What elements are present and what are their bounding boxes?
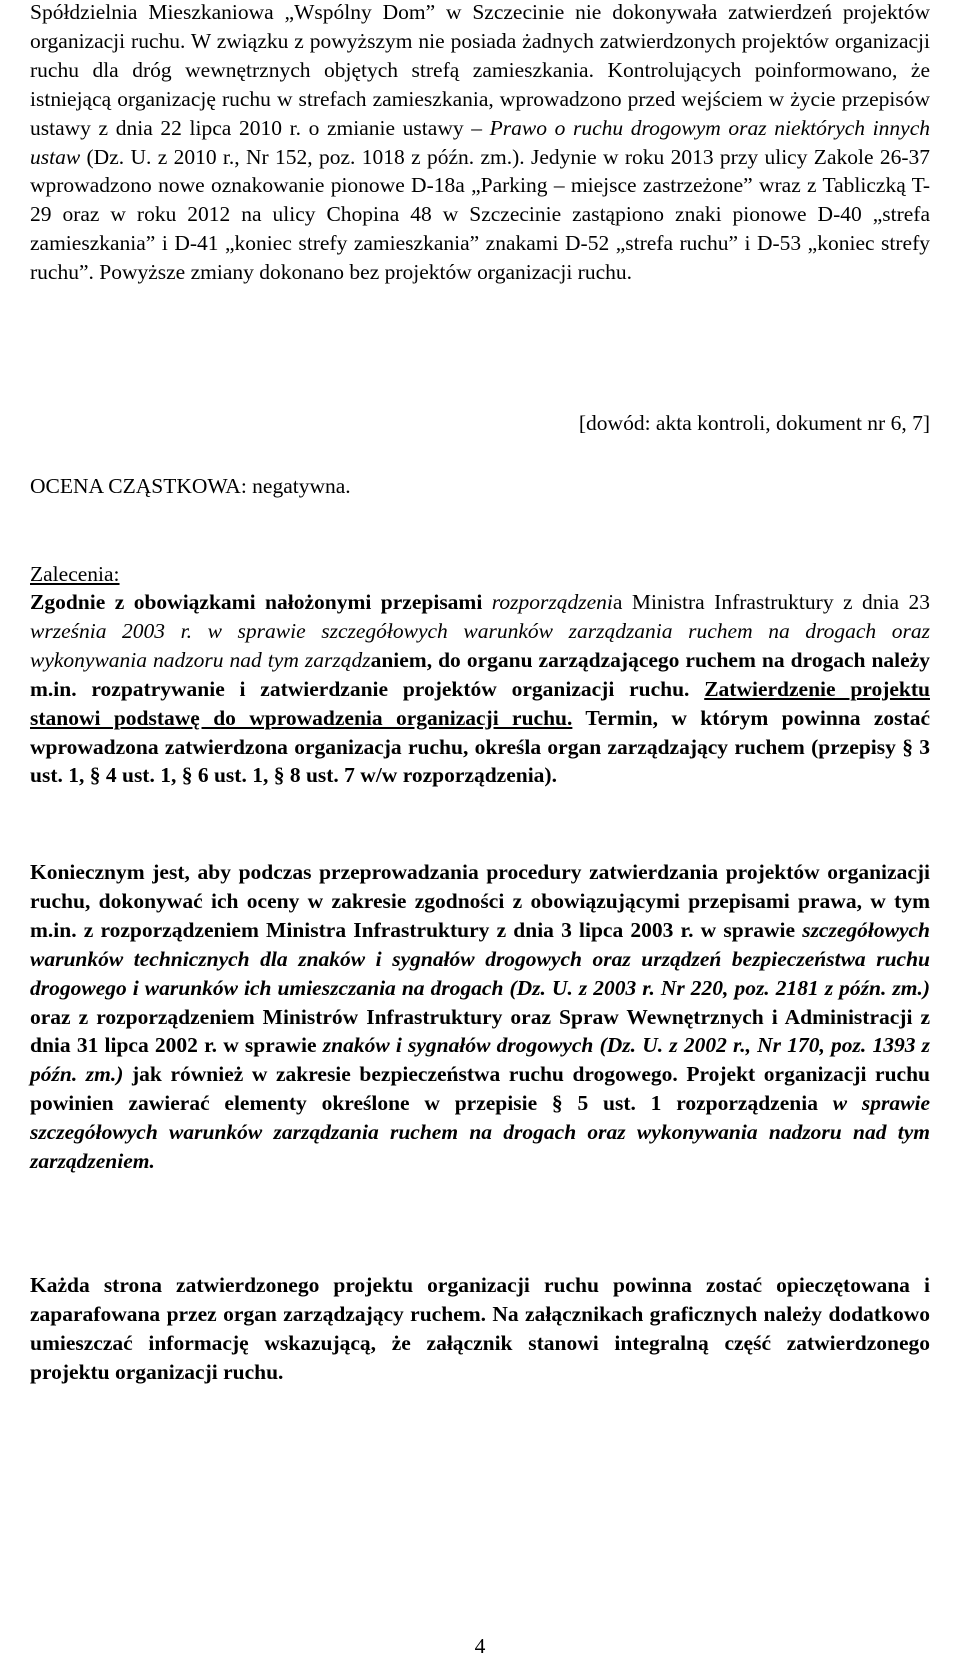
evidence-reference: [dowód: akta kontroli, dokument nr 6, 7]: [578, 411, 930, 435]
page-number: 4: [474, 1634, 486, 1658]
rec1-text: Zgodnie z obowiązkami nałożonymi przepisami: [30, 590, 492, 614]
recommendation-paragraph-1: [30, 588, 930, 790]
rec1-ministry-text: a Ministra Infrastruktury z dnia 23: [612, 590, 930, 614]
findings-paragraph: [30, 0, 930, 287]
rec2-text-cont-2: jak również w zakresie bezpieczeństwa ruchu drogowego. Projekt organizacji ruchu powinien zawierać elementy określone w przepisie § 5 ust. 1 rozporządzenia: [30, 1062, 931, 1116]
rec1-text-cont: aniem, do organu zarządzającego ruchem na drogach należy m.in. rozpatrywanie i zatwierdzanie projektów organizacji ruchu.: [30, 647, 930, 701]
rec2-regulation-title-2: znaków i sygnałów drogowych (Dz. U. z 2002 r., Nr 170, poz. 1393 z późn. zm.): [30, 1033, 930, 1087]
findings-text-cont: (Dz. U. z 2010 r., Nr 152, poz. 1018 z późn. zm.). Jedynie w roku 2013 przy ulicy Zakole 26-37 wprowadzono nowe oznakowanie pionowe D-18a „Parking – miejsce zastrzeżone” wraz z Tabliczką T-29 oraz w roku 2012 na ulicy Chopina 48 w Szczecinie zastąpiono znaki pionowe D-40 „strefa zamieszkania” i D-41 „koniec strefy zamieszkania” znakami D-52 „strefa ruchu” i D-53 „koniec strefy ruchu”. Powyższe zmiany dokonano bez projektów organizacji ruchu.: [30, 144, 930, 285]
partial-assessment: OCENA CZĄSTKOWA: negatywna.: [30, 474, 351, 498]
rec2-text: Koniecznym jest, aby podczas przeprowadzania procedury zatwierdzania projektów organizacji ruchu, dokonywać ich oceny w zakresie zgodności z obowiązującymi przepisami prawa, w tym m.in. z rozporządzeniem Ministra Infrastruktury z dnia 3 lipca 2003 r. w sprawie: [30, 860, 930, 942]
rec2-regulation-title-3: w sprawie szczegółowych warunków zarządzania ruchem na drogach oraz wykonywania nadzoru nad tym zarządzeniem.: [30, 1091, 930, 1174]
rec1-italic-regulation: rozporządzeni: [491, 590, 613, 614]
rec1-text-end: Termin, w którym powinna zostać wprowadzona zatwierdzona organizacja ruchu, określa organ zarządzający ruchem (przepisy § 3 ust. 1, § 4 ust. 1, § 6 ust. 1, § 8 ust. 7 w/w rozporządzenia).: [30, 705, 930, 788]
rec1-regulation-title: września 2003 r. w sprawie szczegółowych warunków zarządzania ruchem na drogach oraz wykonywania nadzoru nad tym zarządz: [30, 618, 930, 672]
rec1-underlined-text: Zatwierdzenie projektu stanowi podstawę do wprowadzenia organizacji ruchu.: [30, 676, 930, 730]
recommendations-heading: Zalecenia:: [30, 562, 120, 586]
recommendation-paragraph-3: Każda strona zatwierdzonego projektu organizacji ruchu powinna zostać opieczętowana i zaparafowana przez organ zarządzający ruchem. Na załącznikach graficznych należy dodatkowo umieszczać informację wskazującą, że załącznik stanowi integralną część zatwierdzonego projektu organizacji ruchu.: [30, 1273, 930, 1384]
rec2-text-cont: oraz z rozporządzeniem Ministrów Infrastruktury oraz Spraw Wewnętrznych i Administracji z dnia 31 lipca 2002 r. w sprawie: [30, 1004, 930, 1058]
rec2-regulation-title-1: szczegółowych warunków technicznych dla znaków i sygnałów drogowych oraz urządzeń bezpieczeństwa ruchu drogowego i warunków ich umieszczania na drogach (Dz. U. z 2003 r. Nr 220, poz. 2181 z późn. zm.): [30, 917, 930, 1000]
recommendation-paragraph-2: [30, 858, 930, 1176]
law-title: Prawo o ruchu drogowym oraz niektórych innych ustaw: [30, 115, 930, 169]
findings-text: Spółdzielnia Mieszkaniowa „Wspólny Dom” w Szczecinie nie dokonywała zatwierdzeń projektów organizacji ruchu. W związku z powyższym nie posiada żadnych zatwierdzonych projektów organizacji ruchu dla dróg wewnętrznych objętych strefą zamieszkania. Kontrolujących poinformowano, że istniejącą organizację ruchu w strefach zamieszkania, wprowadzono przed wejściem w życie przepisów ustawy z dnia 22 lipca 2010 r. o zmianie ustawy –: [30, 0, 930, 140]
